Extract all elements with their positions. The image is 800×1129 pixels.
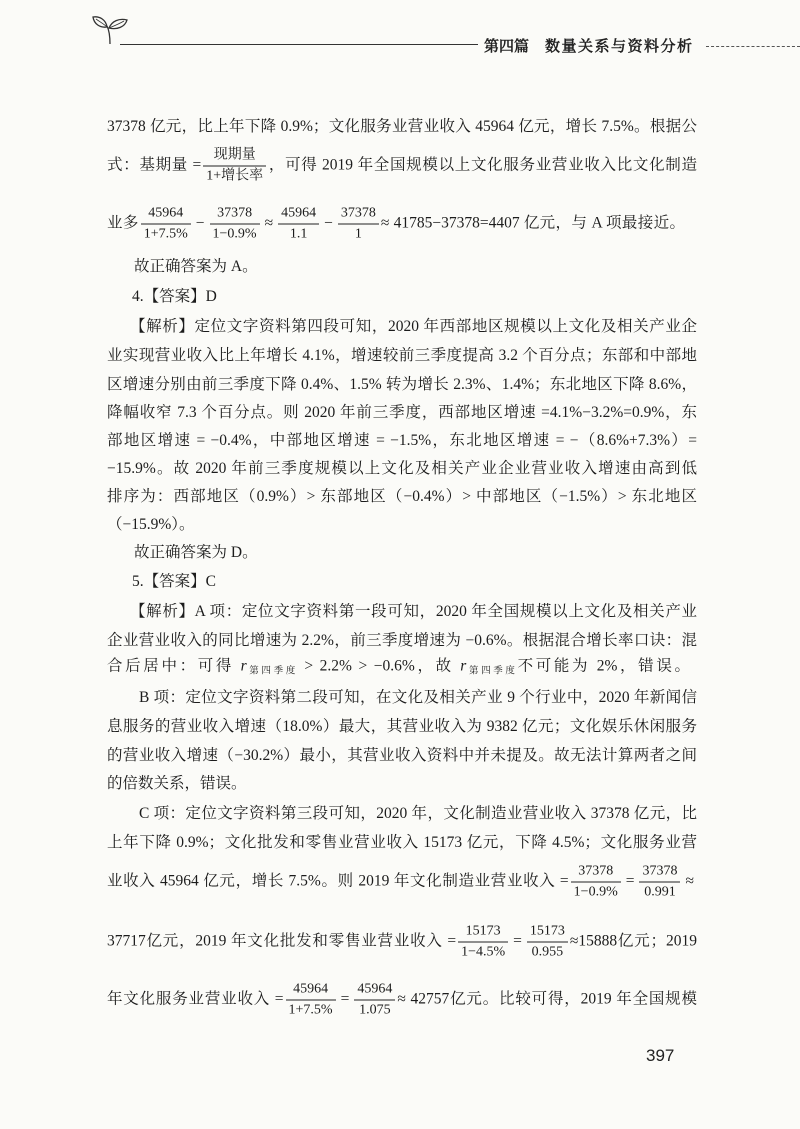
denominator: 1.1 xyxy=(289,226,308,242)
analysis-line: 的倍数关系，错误。 xyxy=(107,775,247,792)
text-segment: 合后居中：可得 xyxy=(107,657,241,675)
numerator: 45964 xyxy=(286,982,336,1001)
conclusion: 故正确答案为 A。 xyxy=(134,258,258,275)
text-segment: ≈ 41785−37378=4407 亿元，与 A 项最接近。 xyxy=(380,214,685,232)
denominator: 1+7.5% xyxy=(143,226,188,242)
denominator: 0.955 xyxy=(531,944,564,960)
analysis-line: 上年下降 0.9%；文化批发和零售业营业收入 15173 亿元，下降 4.5%；文化服务业营 xyxy=(107,834,697,851)
formula-line xyxy=(107,924,697,961)
numerator: 45964 xyxy=(278,206,319,225)
fraction xyxy=(458,924,508,961)
answer-label: 4.【答案】D xyxy=(132,288,217,305)
text-segment: 37717亿元，2019 年文化批发和零售业营业收入 = xyxy=(107,932,457,950)
formula-line xyxy=(107,148,697,185)
numerator: 45964 xyxy=(354,982,395,1001)
rate-subscript: 第四季度 xyxy=(246,666,298,677)
analysis-line: 息服务的营业收入增速（18.0%）最大，其营业收入为 9382 亿元；文化娱乐休闲服务 xyxy=(107,718,697,735)
operator: = xyxy=(625,872,635,890)
numerator: 37378 xyxy=(639,864,680,883)
analysis-line: 【解析】定位文字资料第四段可知，2020 年西部地区规模以上文化及相关产业企 xyxy=(130,318,697,335)
header-part: 第四篇 xyxy=(484,38,530,55)
text-segment: ，可得 2019 年全国规模以上文化服务业营业收入比文化制造 xyxy=(268,156,697,174)
answer-label: 5.【答案】C xyxy=(132,573,216,590)
numerator: 45964 xyxy=(141,206,191,225)
fraction xyxy=(278,206,319,243)
formula-line xyxy=(107,864,697,901)
header-title: 数量关系与资料分析 xyxy=(545,38,694,55)
fraction xyxy=(639,864,680,901)
analysis-line: 区增速分别由前三季度下降 0.4%、1.5% 转为增长 2.3%、1.4%；东北地区下降 8.6%， xyxy=(107,376,697,393)
fraction xyxy=(210,206,260,243)
operator: ≈ xyxy=(264,214,274,232)
analysis-line: 排序为：西部地区（0.9%）> 东部地区（−0.4%）> 中部地区（−1.5%）> 东北地区 xyxy=(107,488,697,505)
analysis-line: 企业营业收入的同比增速为 2.2%，前三季度增速为 −0.6%。根据混合增长率口诀：混 xyxy=(107,632,697,649)
text-segment: ≈15888亿元；2019 xyxy=(569,932,697,950)
text-line: 37378 亿元，比上年下降 0.9%；文化服务业营业收入 45964 亿元，增长 7.5%。根据公 xyxy=(107,118,697,135)
rate-variable: r xyxy=(460,657,467,675)
text-segment: ≈ 42757亿元。比较可得，2019 年全国规模 xyxy=(397,990,697,1008)
rate-variable: r xyxy=(240,657,247,675)
conclusion: 故正确答案为 D。 xyxy=(134,544,258,561)
denominator: 1−4.5% xyxy=(461,944,506,960)
operator: − xyxy=(324,214,333,232)
text-segment: 不可能为 2%，错误。 xyxy=(517,657,690,675)
header-dashed-rule xyxy=(706,46,800,47)
analysis-line xyxy=(107,656,690,683)
denominator: 1−0.9% xyxy=(212,226,257,242)
sprout-icon xyxy=(90,14,130,46)
denominator: 0.991 xyxy=(644,884,676,900)
numerator: 37378 xyxy=(338,206,379,225)
fraction xyxy=(527,924,568,961)
text-segment: 式：基期量 = xyxy=(107,156,202,174)
fraction xyxy=(286,982,336,1019)
fraction xyxy=(203,148,266,185)
fraction xyxy=(338,206,379,243)
text-segment: 业多 xyxy=(107,214,139,232)
analysis-line: 部地区增速 = −0.4%，中部地区增速 = −1.5%，东北地区增速 = −（8.6%+7.3%）= xyxy=(107,432,697,449)
numerator: 15173 xyxy=(458,924,508,943)
denominator: 1+增长率 xyxy=(206,168,264,184)
operator: = xyxy=(340,990,350,1008)
analysis-line: （−15.9%）。 xyxy=(107,516,195,533)
operator: − xyxy=(195,214,205,232)
denominator: 1−0.9% xyxy=(573,884,618,900)
text-segment: > 2.2% > −0.6%，故 xyxy=(297,657,461,675)
numerator: 现期量 xyxy=(203,148,266,167)
header-text xyxy=(484,35,694,56)
formula-line xyxy=(107,206,685,243)
numerator: 37378 xyxy=(571,864,621,883)
fraction xyxy=(354,982,395,1019)
denominator: 1 xyxy=(354,226,362,242)
analysis-line: C 项：定位文字资料第三段可知，2020 年，文化制造业营业收入 37378 亿元，比 xyxy=(139,805,697,822)
formula-line xyxy=(107,982,697,1019)
text-segment: 年文化服务业营业收入 = xyxy=(107,990,284,1008)
numerator: 15173 xyxy=(527,924,568,943)
page-number: 397 xyxy=(646,1046,675,1065)
analysis-line: 业实现营业收入比上年增长 4.1%，增速较前三季度提高 3.2 个百分点；东部和中部地 xyxy=(107,347,697,364)
denominator: 1.075 xyxy=(359,1002,391,1018)
analysis-line: 降幅收窄 7.3 个百分点。则 2020 年前三季度，西部地区增速 =4.1%−3.2%=0.9%，东 xyxy=(107,404,697,421)
header-rule xyxy=(120,44,478,45)
rate-subscript: 第四季度 xyxy=(466,666,518,677)
denominator: 1+7.5% xyxy=(288,1002,333,1018)
analysis-line: 的营业收入增速（−30.2%）最小，其营业收入资料中并未提及。故无法计算两者之间 xyxy=(107,747,697,764)
text-segment: 业收入 45964 亿元，增长 7.5%。则 2019 年文化制造业营业收入 = xyxy=(107,872,569,890)
fraction xyxy=(571,864,621,901)
analysis-line: B 项：定位文字资料第二段可知，在文化及相关产业 9 个行业中，2020 年新闻信 xyxy=(139,689,697,706)
numerator: 37378 xyxy=(210,206,260,225)
fraction xyxy=(141,206,191,243)
analysis-line: −15.9%。故 2020 年前三季度规模以上文化及相关产业企业营业收入增速由高到低 xyxy=(107,460,697,477)
operator: = xyxy=(513,932,522,950)
analysis-line: 【解析】A 项：定位文字资料第一段可知，2020 年全国规模以上文化及相关产业 xyxy=(130,603,697,620)
operator: ≈ xyxy=(685,872,694,890)
